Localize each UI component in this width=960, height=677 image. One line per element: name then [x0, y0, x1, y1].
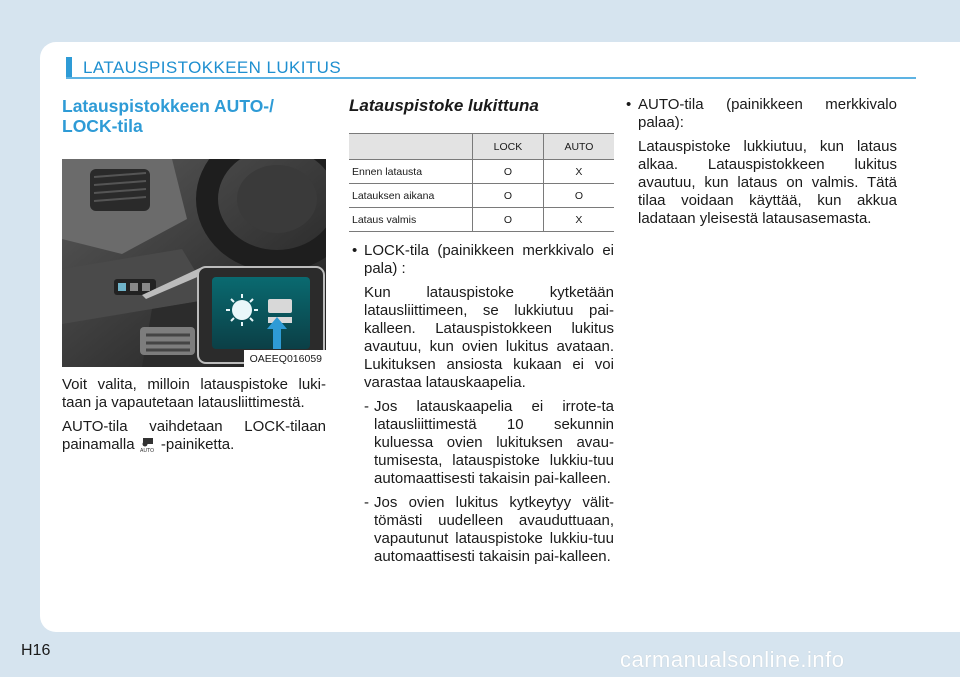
auto-mode-bullet-text: AUTO-tila (painikkeen merkkivalo palaa): — [638, 96, 897, 131]
watermark: carmanualsonline.info — [620, 647, 845, 672]
lock-mode-table — [349, 133, 614, 232]
lock-mode-note-1 — [349, 398, 614, 488]
table-header-row — [349, 134, 614, 160]
auto-mode-description: Latauspistoke lukkiutuu, kun lataus alkaa. Latauspistokkeen lukitus avautuu, kun lataus on valmis. Tätä tilaa voidaan käyttää, kun akkua ladataan yleisestä latausasemasta. — [638, 138, 897, 227]
photo-caption: OAEEQ016059 — [244, 350, 326, 367]
lock-mode-bullet-text: LOCK-tila (painikkeen merkkivalo ei pala) : — [364, 242, 614, 277]
bullet-dot: • — [352, 242, 358, 259]
left-paragraph-2 — [62, 418, 326, 454]
dashboard-illustration — [62, 159, 326, 367]
lock-mode-note-1-text: Jos latauskaapelia ei irrote-ta latausliittimestä 10 sekunnin kuluessa ovien lukituksen avau-tumisesta, latauspistoke lukkiu-tuu automaattisesti takaisin pai-kalleen. — [374, 398, 614, 487]
table-cell-lock: O — [473, 160, 544, 184]
section-header-bar — [66, 57, 72, 78]
left-paragraph-2-start: AUTO-tila vaihdetaan LOCK-tilaan painamalla — [62, 418, 326, 453]
table-row-label: Latauksen aikana — [349, 184, 473, 208]
middle-heading: Latauspistoke lukittuna — [349, 96, 539, 115]
table-header-auto: AUTO — [543, 134, 614, 160]
middle-column — [349, 96, 614, 566]
page-number: H16 — [21, 642, 51, 659]
table-header-lock: LOCK — [473, 134, 544, 160]
left-column — [62, 96, 326, 454]
table-cell-lock: O — [473, 184, 544, 208]
auto-mode-bullet — [623, 96, 897, 132]
table-header-empty — [349, 134, 473, 160]
lock-mode-note-2-text: Jos ovien lukitus kytkeytyy välit-tömästi uudelleen avauduttuaan, vapautunut latauspistoke lukkiu-tuu automaattisesti takaisin pai-kalleen. — [374, 494, 614, 565]
table-cell-lock: O — [473, 208, 544, 232]
table-cell-auto: X — [543, 160, 614, 184]
table-row — [349, 208, 614, 232]
section-title: LATAUSPISTOKKEEN LUKITUS — [83, 58, 342, 77]
svg-text:AUTO: AUTO — [139, 448, 154, 454]
left-paragraph-2-end: -painiketta. — [160, 436, 235, 453]
table-row — [349, 184, 614, 208]
table-row-label: Ennen latausta — [349, 160, 473, 184]
section-header-rule — [66, 77, 916, 79]
bullet-dot: • — [626, 96, 632, 113]
table-row — [349, 160, 614, 184]
dash-marker: - — [364, 494, 369, 511]
dash-marker: - — [364, 398, 369, 415]
left-heading: Latauspistokkeen AUTO-/ LOCK-tila — [62, 96, 274, 136]
table-cell-auto: O — [543, 184, 614, 208]
lock-mode-note-2 — [349, 494, 614, 566]
table-row-label: Lataus valmis — [349, 208, 473, 232]
left-paragraph-1: Voit valita, milloin latauspistoke luki-taan ja vapautetaan latausliittimestä. — [62, 376, 326, 411]
charger-lock-photo — [62, 159, 326, 367]
table-cell-auto: X — [543, 208, 614, 232]
lock-mode-description: Kun latauspistoke kytketään latausliittimeen, se lukkiutuu pai-kalleen. Latauspistokkeen lukitus avautuu, kun ovien lukitus avataan. Lukituksen ansiosta kukaan ei voi varastaa latauskaapelia. — [364, 284, 614, 391]
charge-lock-auto-icon — [139, 437, 157, 453]
right-column — [623, 96, 897, 228]
lock-mode-bullet — [349, 242, 614, 278]
